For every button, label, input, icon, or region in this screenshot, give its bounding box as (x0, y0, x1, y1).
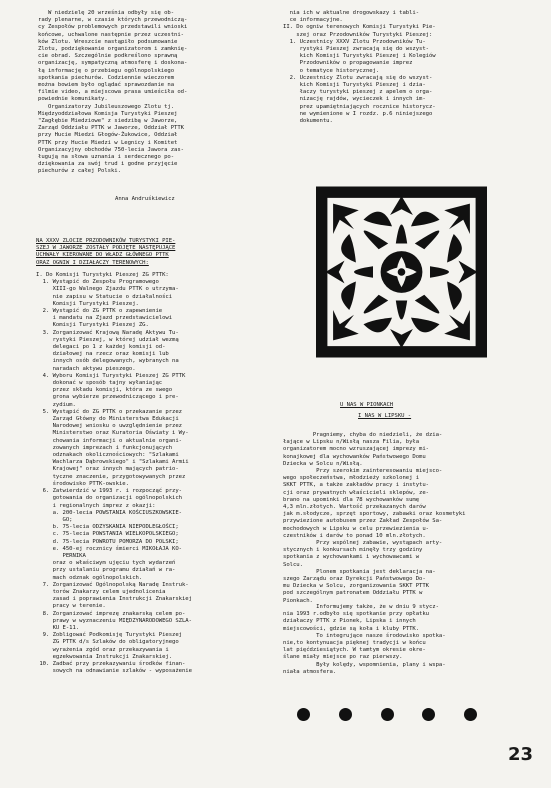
text-line: b. 75-lecia ODZYSKANIA NIEPODLEGŁOŚCI; (36, 524, 179, 531)
text-line: filmie video, a miejscowa prasa umieściła od- (38, 89, 188, 96)
text-line: SZEJ W JAWORZE ZOSTAŁY PODJĘTE NASTĘPUJĄCE (36, 245, 176, 252)
text-line: ków Zlotu. Wreszcie nastąpiło podsumowanie (38, 38, 178, 45)
text-line: mu Dziecka w Solcu, zorganizowania SKKT PTTK (283, 583, 429, 590)
text-line: 1. Wystąpić do Zespołu Programowego (36, 279, 159, 286)
col2-article-body-2 (283, 604, 446, 676)
text-line: łaczy turystyki pieszej z apelem o orga- (283, 89, 433, 96)
text-line: dokumentu. (283, 118, 333, 125)
text-line: torów Znakarzy celem ujednolicenia (36, 588, 166, 595)
text-line: kich Komisji Turystyki Pieszej i dzia- (283, 82, 426, 89)
text-line: PTTK przy Hucie Miedzi w Legnicy i Komitet (38, 139, 178, 146)
text-line: 8. Zorganizować imprezę znakarską celem po- (36, 610, 186, 617)
text-line: cy Zespołów problemowych przedstawili wnioski (38, 24, 188, 31)
text-line: tyczne znaczenie, przygotowywanych przez (36, 473, 186, 480)
text-line: pod szczególnym patronatem Oddziału PTTK w (283, 590, 423, 597)
text-line: 6. Zatwierdzić w 1993 r. i rozpocząć przy- (36, 488, 182, 495)
text-line: rystyki Pieszej zwracają się do wszyst- (283, 46, 429, 53)
text-line: powiednie komunikaty. (38, 96, 108, 103)
text-line: egzekwowania Instrukcji Znakarskiej. (36, 653, 173, 660)
author-signature: Anna Andruśkiewicz (115, 196, 175, 202)
text-line: grona wybierze przewodniczącego i pre- (36, 394, 179, 401)
text-line: PERNIKA (36, 552, 86, 559)
text-line: Zlotu, podziękowanie organizatorom i zamknię- (38, 46, 188, 53)
dot (422, 708, 435, 721)
text-line: sowych na odnawianie szlaków - wyposażenie (36, 668, 192, 675)
text-line: nie,to kontynuacja pięknej tradycji w końcu (283, 640, 426, 647)
dot (339, 708, 352, 721)
text-line: d. 75-lecia POWROTU POMORZA DO POLSKI; (36, 538, 179, 545)
text-line: ce informacyjne. (283, 17, 343, 24)
text-line: niała atmosfera. (283, 668, 337, 675)
text-line: ne wymienione w I rozdz. p.6 niniejszego (283, 110, 433, 117)
col2-article-body (283, 432, 465, 605)
text-line: i mandatu na Zjazd przedstawicielowi (36, 315, 173, 322)
text-line: spotkania piechurów. Codziennie wieczorem (38, 74, 175, 81)
text-line: spotkania z wychowankami i wychowawcami w (283, 554, 420, 561)
dot (464, 708, 477, 721)
text-line: nia ich w aktualne drogowskazy i tabli- (283, 10, 420, 16)
text-line: "Zagłębie Miedziowe" z siedzibą w Jaworze, (38, 118, 178, 125)
lipsko-heading: I NAS W LIPSKU - (358, 413, 412, 419)
text-line: szego Zarządu oraz Dyrekcji Państwowego Do- (283, 576, 426, 583)
text-line: przy Hucie Miedzi Głogów-Żukowice, Oddział (38, 132, 178, 139)
text-line: ługują na słowa uznania i serdecznego po- (38, 154, 175, 161)
text-line: rystyki Pieszej, w której udział wezmą (36, 336, 179, 343)
text-line: lat pięćdziesiątych. W tamtym okresie okre- (283, 647, 426, 654)
text-line: przy ustalaniu programu działań w ra- (36, 567, 176, 574)
text-line: UCHWAŁY KIEROWANE DO WŁADZ GŁÓWNEGO PTTK (36, 252, 169, 259)
text-line: To integrujące nasze środowisko spotka- (283, 632, 446, 639)
text-line: Przy wspólnej zabawie, wystąpach arty- (283, 540, 443, 547)
text-line: W niedzielę 20 września odbyły się ob- (38, 10, 175, 16)
text-line: 2. Uczestnicy Zlotu zwracają się do wszyst- (283, 74, 433, 81)
text-line: Ministerstwo oraz Kuratoria Oświaty i Wy- (36, 430, 189, 437)
text-line: 4,3 mln.złotych. Wartość przekazanych darów (283, 504, 426, 511)
text-line: Zarząd Oddziału PTTK w Jaworze, Oddział PTTK (38, 125, 184, 132)
text-line: Dziecka w Solcu n/Wisłą. (283, 460, 363, 467)
text-line: Plonem spotkania jest deklaracja na- (283, 568, 436, 575)
text-line: wyrażenia zgód oraz przekazywania i (36, 646, 169, 653)
text-line: kich Komisji Turystyki Pieszej i Kolegiów (283, 53, 436, 60)
text-line: 2. Wystąpić do ZG PTTK o zapewnienie (36, 308, 163, 315)
ornament-dots (297, 708, 477, 721)
text-line: organizatorem mocno wzruszającej imprezy mi- (283, 446, 429, 453)
text-line: nizację rajdów, wycieczek i innych im- (283, 96, 426, 103)
text-line: łające w Lipsku n/Wisłą nasza Filia, była (283, 439, 420, 446)
text-line: I. Do Komisji Turystyki Pieszej ZG PTTK: (36, 272, 169, 278)
text-line: 5. Wystąpić do ZG PTTK o przekazanie przez (36, 408, 182, 415)
text-line: Informujemy także, że w dniu 9 stycz- (283, 604, 439, 610)
text-line: KU E-11. (36, 624, 80, 631)
text-line: i regionalnych imprez z okazji: (36, 502, 156, 509)
text-line: Organizatorzy Jubileuszowego Zlotu tj. (38, 103, 175, 110)
text-line: o tematyce historycznej. (283, 67, 380, 74)
text-line: 7. Zorganizować Ogólnopolską Naradę Instruk- (36, 581, 189, 588)
text-line: cji oraz prywatnych właścicieli sklepów, ze- (283, 489, 429, 496)
text-line: przywiezione autobusem przez Zakład Zespołów Sa- (283, 518, 443, 525)
text-line: nia 1993 r.odbyło się spotkanie przy opłatku (283, 611, 429, 618)
text-line: Zarząd Główny do Ministerstwa Edukacji (36, 416, 179, 423)
text-line: mochodowych w Lipsku w celu przewiezienia u- (283, 525, 429, 532)
text-line: miejscowości, gdzie są koła i kluby PTTK. (283, 625, 420, 632)
section-i-list (36, 272, 192, 675)
text-line: brano na upominki dla 78 wychowanków sumę (283, 496, 420, 503)
text-line: dokonać w sposób tajny wyłaniając (36, 380, 163, 387)
text-line: końcowe, uchwalone następnie przez uczestni- (38, 31, 184, 38)
text-line: SKKT PTTK, a także zakładów pracy i instytu- (283, 482, 429, 489)
text-line: GO; (36, 516, 73, 523)
dot (297, 708, 310, 721)
text-line: Międzyoddziałowa Komisja Turystyki Pieszej (38, 110, 178, 117)
text-line: odznakach okolicznościowych: "Szlakami (36, 452, 179, 459)
text-line: zydium. (36, 401, 76, 408)
text-line: Były kolędy, wspomnienia, plany i wspa- (283, 661, 446, 668)
text-line: 1. Uczestnicy XXXV Zlotu Przodowników Tu- (283, 38, 426, 45)
text-line: delegaci po 1 z każdej komisji od- (36, 344, 166, 351)
text-line: można bowiem było oglądać sprawozdanie na (38, 82, 175, 89)
text-line: Komisji Turystyki Pieszej. (36, 300, 139, 307)
text-line: 9. Zobligować Podkomisję Turystyki Pieszej (36, 632, 182, 639)
text-line: zowanych imprezach i funkcjonujących (36, 444, 173, 451)
pionki-heading: U NAS W PIONKACH (340, 402, 394, 408)
col1-intro-text (38, 10, 187, 176)
text-line: Solcu. (283, 561, 303, 568)
text-line: szej oraz Przodowników Turystyki Pieszej: (283, 31, 433, 38)
text-line: 3. Zorganizować Krajową Naradę Aktywu Tu- (36, 329, 179, 336)
text-line: wego społeczeństwa, młodzieży szkolonej i (283, 475, 420, 482)
text-line: ORAZ OGNIW I DZIAŁACZY TERENOWYCH: (36, 259, 149, 266)
resolutions-header (36, 238, 175, 267)
text-line: jak m.słodycze, sprzęt sportowy, zabawki oraz kosmetyki (283, 511, 466, 518)
text-line: dziękowania za swój trud i godne przyjęcie (38, 161, 178, 168)
col2-continuation-text (283, 10, 436, 125)
dot (381, 708, 394, 721)
text-line: przez składu komisji, która ze swego (36, 387, 173, 394)
text-line: stycznych i konkursach minęły trzy godziny (283, 547, 423, 554)
text-line: środowisko PTTK-owskie. (36, 480, 129, 487)
text-line: 4. Wyboru Komisji Turystyki Pieszej ZG PTTK (36, 372, 186, 379)
text-line: prez upamiętniających rocznice historycz- (283, 103, 436, 110)
text-line: Przy szerokim zainteresowaniu miejsco- (283, 468, 443, 475)
text-line: konajkowej dla wychowanków Państwowego Domu (283, 453, 426, 460)
text-line: XIII-go Walnego Zjazdu PTTK o utrzyma- (36, 286, 179, 293)
text-line: NA XXXV ZLOCIE PRZODOWNIKÓW TURYSTYKI PIE- (36, 238, 176, 244)
text-line: mach odznak ogólnopolskich. (36, 574, 143, 581)
text-line: nie zapisu w Statucie o działalności (36, 293, 173, 300)
text-line: pracy w terenie. (36, 603, 106, 610)
text-line: innych osób delegowanych, wybranych na (36, 358, 179, 365)
page-number: 23 (508, 744, 534, 765)
text-line: zasad i poprawienia Instrukcji Znakarskiej (36, 596, 192, 603)
text-line: Pionkach. (283, 597, 313, 604)
text-line: Narodowej wniosku o uwzględnienie przez (36, 423, 182, 430)
text-line: Komisji Turystyki Pieszej ZG. (36, 322, 149, 329)
text-line: łą informację o przebiegu ogólnopolskiego (38, 67, 175, 74)
text-line: ślane miały miejsce po raz pierwszy. (283, 654, 403, 661)
text-line: organizację, sympatyczną atmosferę i doskona- (38, 60, 188, 67)
text-line: 10. Zadbać przy przekazywaniu środków finan- (36, 660, 186, 667)
text-line: a. 200-lecia POWSTANIA KOŚCIUSZKOWSKIE- (36, 509, 182, 516)
text-line: ZG PTTK d/s Szlaków do obligatoryjnego (36, 639, 179, 646)
text-line: II. Do ogniw terenowych Komisji Turystyki Pie- (283, 24, 436, 31)
text-line: gotowania do organizacji ogólnopolskich (36, 495, 182, 502)
wycinanka-decoration (305, 177, 498, 367)
text-line: c. 75-lecia POWSTANIA WIELKOPOLSKIEGO; (36, 531, 179, 538)
text-line: e. 450-ej rocznicy śmierci MIKOŁAJA KO- (36, 545, 182, 552)
text-line: Wachlarza Dąbrowskiego" i "Szlakami Armii (36, 459, 189, 466)
text-line: rady plenarne, w czasie których przewodniczą- (38, 17, 188, 24)
text-line: cie obrad. Szczególnie podkreślono sprawną (38, 53, 178, 60)
text-line: czestników i darów to ponad 10 mln.złotych. (283, 532, 426, 539)
text-line: Krajowej" oraz innych mających patrio- (36, 466, 179, 473)
text-line: Organizacyjny obchodów 750-lecia Jawora zas- (38, 146, 184, 153)
text-line: Przodowników o propagowanie imprez (283, 60, 413, 67)
text-line: działaczy PTTK z Pionek, Lipska i innych (283, 618, 416, 625)
text-line: Pragniemy, chyba do niedzieli, że dzia- (283, 432, 443, 438)
text-line: piechurów z całej Polski. (38, 168, 121, 175)
text-line: chowania informacji o aktualnie organi- (36, 437, 182, 444)
text-line: naradach aktywu pieszego. (36, 365, 136, 372)
text-line: prawy w wyznaczeniu MIĘDZYNARODOWEGO SZLA- (36, 617, 192, 624)
text-line: działowej na rzecz oraz komisji lub (36, 351, 169, 358)
text-line: oraz o właściwym ujęciu tych wydarzeń (36, 560, 176, 567)
